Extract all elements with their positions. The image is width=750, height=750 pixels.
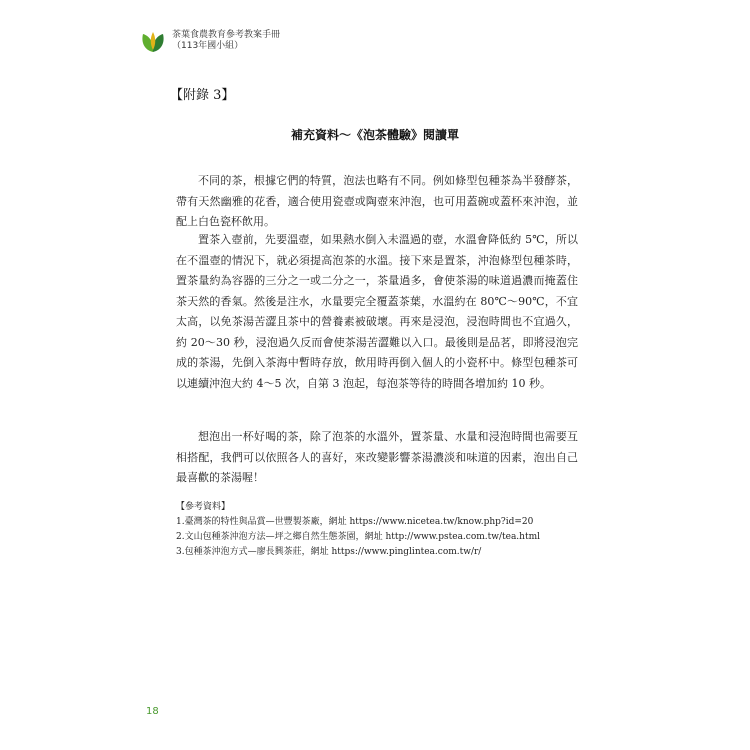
header-text	[172, 30, 280, 52]
reference-item: 1.臺灣茶的特性與品賞—世豐製茶廠，網址 https://www.nicetea.tw/know.php?id=20	[176, 517, 534, 527]
paragraph-conclusion: 想泡出一杯好喝的茶，除了泡茶的水溫外，置茶量、水量和浸泡時間也需要互相搭配，我們可以依照各人的喜好，來改變影響茶湯濃淡和味道的因素，泡出自己最喜歡的茶湯喔！	[176, 430, 578, 484]
header-subtitle: （113年國小組）	[172, 41, 244, 51]
paragraph-intro: 不同的茶，根據它們的特質，泡法也略有不同。例如條型包種茶為半發酵茶，帶有天然幽雅的花香，適合使用瓷壺或陶壺來沖泡，也可用蓋碗或蓋杯來沖泡，並配上白色瓷杯飲用。	[176, 174, 578, 228]
paragraph-steps: 置茶入壺前，先要溫壺，如果熱水倒入未溫過的壺，水溫會降低約 5℃，所以在不溫壺的情況下，就必須提高泡茶的水溫。接下來是置茶，沖泡條型包種茶時，置茶量約為容器的三分之一或二分之一，茶量過多，會使茶湯的味道過濃而掩蓋住茶天然的香氣。然後是注水，水量要完全覆蓋茶葉，水溫約在 80℃～90℃，不宜太高，以免茶湯苦澀且茶中的營養素被破壞。再來是浸泡，浸泡時間也不宜過久，約 20～30 秒，浸泡過久反而會使茶湯苦澀難以入口。最後則是品茗，即將浸泡完成的茶湯，先倒入茶海中暫時存放，飲用時再倒入個人的小瓷杯中。條型包種茶可以連續沖泡大約 4～5 次，自第 3 泡起，每泡茶等待的時間各增加約 10 秒。	[176, 233, 578, 390]
reference-item: 2.文山包種茶沖泡方法—坪之鄉自然生態茶園，網址 http://www.pstea.com.tw/tea.html	[176, 532, 540, 542]
header-title: 茶葉食農教育參考教案手冊	[172, 30, 281, 40]
appendix-label: 【附錄 3】	[170, 88, 235, 103]
references-heading: 【參考資料】	[176, 502, 231, 512]
page-number: 18	[146, 706, 159, 717]
reference-item: 3.包種茶沖泡方式—廖長興茶莊，網址 https://www.pinglintea.com.tw/r/	[176, 547, 482, 557]
references-section	[176, 500, 596, 560]
document-title: 補充資料～《泡茶體驗》閱讀單	[290, 128, 459, 142]
tea-leaf-logo-icon	[140, 30, 166, 54]
